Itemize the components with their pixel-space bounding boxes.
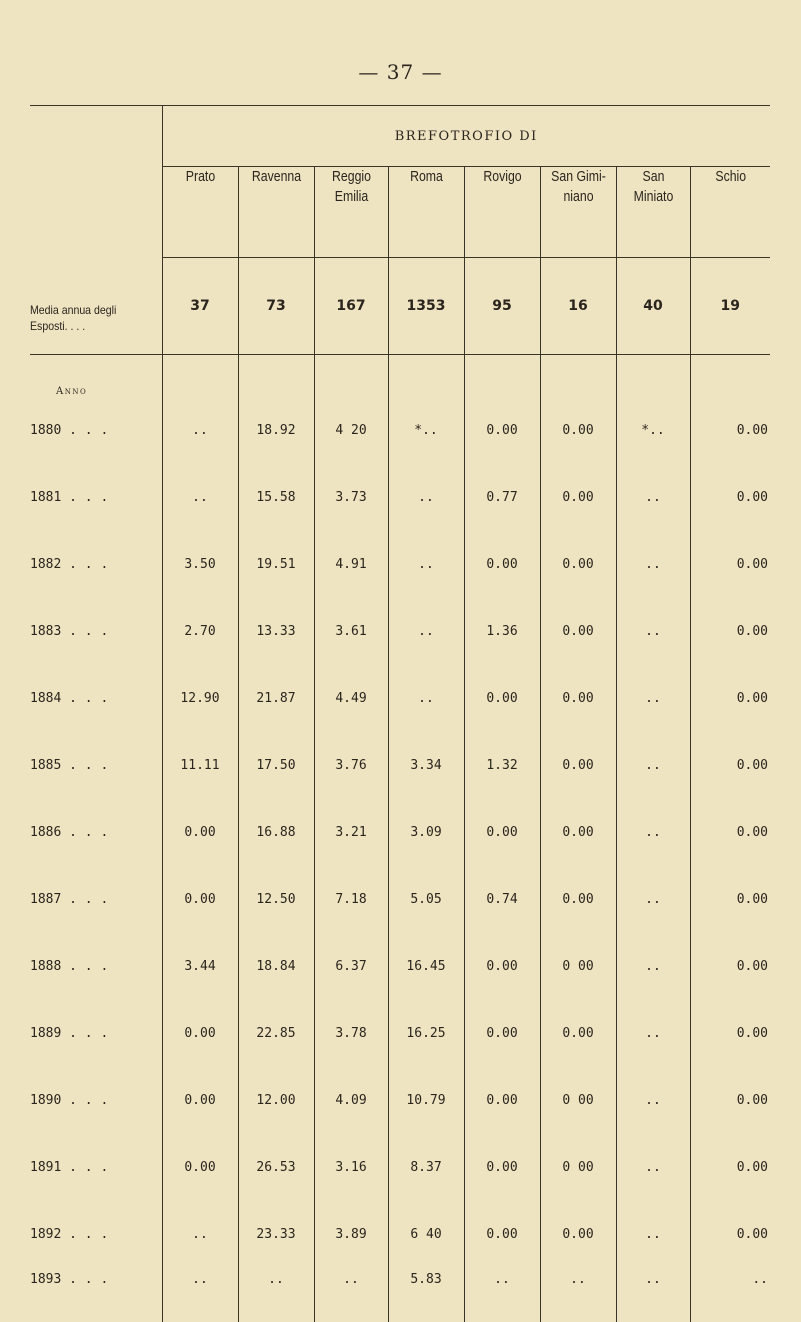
value-cell: .. bbox=[162, 464, 238, 531]
value-cell: .. bbox=[616, 665, 690, 732]
column-header-4 bbox=[464, 167, 540, 258]
value-cell: .. bbox=[162, 1268, 238, 1322]
value-cell: .. bbox=[388, 665, 464, 732]
year-cell: 1884 . . . bbox=[30, 691, 109, 706]
table-row bbox=[30, 598, 770, 665]
value-cell: 0.00 bbox=[540, 799, 616, 866]
value-cell: .. bbox=[388, 598, 464, 665]
value-cell: 3.78 bbox=[314, 1000, 388, 1067]
value-cell: 0.00 bbox=[464, 933, 540, 1000]
esposti-value: 16 bbox=[540, 258, 616, 355]
value-cell: 0.00 bbox=[540, 598, 616, 665]
column-header-label: Schio bbox=[714, 168, 746, 185]
year-cell: 1885 . . . bbox=[30, 758, 109, 773]
value-cell: 1.32 bbox=[464, 732, 540, 799]
value-cell: *.. bbox=[388, 397, 464, 464]
column-header-label: Ravenna bbox=[251, 168, 301, 185]
value-cell: 13.33 bbox=[238, 598, 314, 665]
value-cell: 11.11 bbox=[162, 732, 238, 799]
column-header-3 bbox=[388, 167, 464, 258]
column-header-label: Prato bbox=[185, 168, 215, 185]
value-cell: 3.50 bbox=[162, 531, 238, 598]
value-cell: 22.85 bbox=[238, 1000, 314, 1067]
value-cell: .. bbox=[616, 1134, 690, 1201]
year-cell: 1891 . . . bbox=[30, 1160, 109, 1175]
table-row bbox=[30, 933, 770, 1000]
value-cell: 3.09 bbox=[388, 799, 464, 866]
anno-header-row bbox=[30, 355, 770, 398]
value-cell: .. bbox=[616, 598, 690, 665]
table-row bbox=[30, 531, 770, 598]
value-cell: 0.00 bbox=[464, 397, 540, 464]
value-cell: 0.00 bbox=[690, 1067, 770, 1134]
anno-label: Anno bbox=[56, 386, 88, 397]
value-cell: 12.50 bbox=[238, 866, 314, 933]
value-cell: 0.00 bbox=[464, 1000, 540, 1067]
esposti-value: 73 bbox=[238, 258, 314, 355]
value-cell: 0.00 bbox=[162, 799, 238, 866]
value-cell: 26.53 bbox=[238, 1134, 314, 1201]
column-header-label: Reggio Emilia bbox=[331, 168, 371, 206]
value-cell: .. bbox=[540, 1268, 616, 1322]
value-cell: 0.00 bbox=[162, 1000, 238, 1067]
column-header-1 bbox=[238, 167, 314, 258]
value-cell: .. bbox=[616, 1201, 690, 1268]
value-cell: .. bbox=[690, 1268, 770, 1322]
year-cell: 1880 . . . bbox=[30, 423, 109, 438]
value-cell: 6 40 bbox=[388, 1201, 464, 1268]
table-row bbox=[30, 1134, 770, 1201]
value-cell: .. bbox=[388, 464, 464, 531]
value-cell: 0.00 bbox=[690, 799, 770, 866]
value-cell: .. bbox=[162, 397, 238, 464]
value-cell: 12.00 bbox=[238, 1067, 314, 1134]
value-cell: 0.00 bbox=[690, 397, 770, 464]
value-cell: 6.37 bbox=[314, 933, 388, 1000]
value-cell: *.. bbox=[616, 397, 690, 464]
value-cell: 0.00 bbox=[464, 665, 540, 732]
value-cell: 4.91 bbox=[314, 531, 388, 598]
value-cell: .. bbox=[616, 1067, 690, 1134]
year-cell: 1882 . . . bbox=[30, 557, 109, 572]
value-cell: .. bbox=[616, 1268, 690, 1322]
esposti-value: 95 bbox=[464, 258, 540, 355]
value-cell: .. bbox=[162, 1201, 238, 1268]
value-cell: .. bbox=[616, 866, 690, 933]
value-cell: .. bbox=[464, 1268, 540, 1322]
value-cell: 17.50 bbox=[238, 732, 314, 799]
page-number: — 37 — bbox=[358, 60, 443, 84]
value-cell: 0.00 bbox=[540, 531, 616, 598]
table-row bbox=[30, 1067, 770, 1134]
value-cell: 0.00 bbox=[690, 933, 770, 1000]
year-cell: 1887 . . . bbox=[30, 892, 109, 907]
value-cell: 0 00 bbox=[540, 1134, 616, 1201]
value-cell: 0.00 bbox=[540, 732, 616, 799]
value-cell: 0.00 bbox=[540, 1000, 616, 1067]
value-cell: 0.00 bbox=[162, 866, 238, 933]
value-cell: 3.61 bbox=[314, 598, 388, 665]
value-cell: .. bbox=[314, 1268, 388, 1322]
value-cell: 8.37 bbox=[388, 1134, 464, 1201]
value-cell: 15.58 bbox=[238, 464, 314, 531]
year-cell: 1886 . . . bbox=[30, 825, 109, 840]
table-row bbox=[30, 1201, 770, 1268]
value-cell: .. bbox=[616, 732, 690, 799]
value-cell: 3.21 bbox=[314, 799, 388, 866]
column-header-2 bbox=[314, 167, 388, 258]
value-cell: 0.00 bbox=[690, 732, 770, 799]
esposti-label bbox=[30, 106, 146, 355]
value-cell: 3.89 bbox=[314, 1201, 388, 1268]
value-cell: 18.84 bbox=[238, 933, 314, 1000]
table-row bbox=[30, 732, 770, 799]
year-cell: 1883 . . . bbox=[30, 624, 109, 639]
table-title: BREFOTROFIO DI bbox=[162, 106, 770, 167]
column-header-label: Rovigo bbox=[482, 168, 522, 185]
value-cell: 3.44 bbox=[162, 933, 238, 1000]
value-cell: .. bbox=[616, 933, 690, 1000]
column-header-6 bbox=[616, 167, 690, 258]
value-cell: .. bbox=[238, 1268, 314, 1322]
value-cell: 7.18 bbox=[314, 866, 388, 933]
column-header-0 bbox=[162, 167, 238, 258]
value-cell: 4.49 bbox=[314, 665, 388, 732]
value-cell: 0.00 bbox=[464, 1067, 540, 1134]
table-row bbox=[30, 866, 770, 933]
value-cell: 5.05 bbox=[388, 866, 464, 933]
value-cell: 0.74 bbox=[464, 866, 540, 933]
brefotrofio-table bbox=[30, 105, 770, 1322]
value-cell: 0.00 bbox=[540, 1201, 616, 1268]
value-cell: 0.00 bbox=[540, 464, 616, 531]
value-cell: 3.76 bbox=[314, 732, 388, 799]
value-cell: .. bbox=[388, 531, 464, 598]
value-cell: .. bbox=[616, 531, 690, 598]
value-cell: 4.09 bbox=[314, 1067, 388, 1134]
value-cell: 16.25 bbox=[388, 1000, 464, 1067]
table-row bbox=[30, 665, 770, 732]
column-header-label: San Gimi- niano bbox=[550, 168, 606, 206]
value-cell: 0.00 bbox=[690, 598, 770, 665]
value-cell: 0.00 bbox=[540, 397, 616, 464]
esposti-label-text: Media annua degli Esposti. . . . bbox=[30, 302, 117, 333]
value-cell: 16.88 bbox=[238, 799, 314, 866]
value-cell: .. bbox=[616, 1000, 690, 1067]
value-cell: 23.33 bbox=[238, 1201, 314, 1268]
column-header-label: San Miniato bbox=[633, 168, 673, 206]
value-cell: 0.00 bbox=[464, 1201, 540, 1268]
column-header-label: Roma bbox=[409, 168, 443, 185]
year-cell: 1881 . . . bbox=[30, 490, 109, 505]
value-cell: 0.00 bbox=[690, 464, 770, 531]
value-cell: 0.00 bbox=[540, 866, 616, 933]
value-cell: 0.00 bbox=[690, 1134, 770, 1201]
value-cell: 0.00 bbox=[464, 799, 540, 866]
value-cell: 2.70 bbox=[162, 598, 238, 665]
value-cell: 18.92 bbox=[238, 397, 314, 464]
value-cell: 19.51 bbox=[238, 531, 314, 598]
value-cell: 0.00 bbox=[690, 665, 770, 732]
value-cell: 3.34 bbox=[388, 732, 464, 799]
value-cell: 0.00 bbox=[690, 1000, 770, 1067]
esposti-value: 167 bbox=[314, 258, 388, 355]
value-cell: 0 00 bbox=[540, 1067, 616, 1134]
value-cell: 4 20 bbox=[314, 397, 388, 464]
column-header-7 bbox=[690, 167, 770, 258]
value-cell: 0.00 bbox=[690, 531, 770, 598]
value-cell: 3.16 bbox=[314, 1134, 388, 1201]
value-cell: 0.00 bbox=[464, 531, 540, 598]
esposti-value: 1353 bbox=[388, 258, 464, 355]
value-cell: 0 00 bbox=[540, 933, 616, 1000]
table-row bbox=[30, 464, 770, 531]
column-header-5 bbox=[540, 167, 616, 258]
table-row bbox=[30, 799, 770, 866]
table-row bbox=[30, 397, 770, 464]
table-row bbox=[30, 1000, 770, 1067]
value-cell: 10.79 bbox=[388, 1067, 464, 1134]
value-cell: 5.83 bbox=[388, 1268, 464, 1322]
esposti-value: 40 bbox=[616, 258, 690, 355]
year-cell: 1892 . . . bbox=[30, 1227, 109, 1242]
year-cell: 1893 . . . bbox=[30, 1272, 109, 1287]
value-cell: 0.00 bbox=[540, 665, 616, 732]
year-cell: 1889 . . . bbox=[30, 1026, 109, 1041]
year-cell: 1888 . . . bbox=[30, 959, 109, 974]
esposti-value: 37 bbox=[162, 258, 238, 355]
value-cell: 0.00 bbox=[464, 1134, 540, 1201]
value-cell: 0.00 bbox=[162, 1067, 238, 1134]
value-cell: .. bbox=[616, 464, 690, 531]
value-cell: 0.00 bbox=[690, 1201, 770, 1268]
table-row bbox=[30, 1268, 770, 1322]
value-cell: 1.36 bbox=[464, 598, 540, 665]
value-cell: 0.77 bbox=[464, 464, 540, 531]
value-cell: 0.00 bbox=[162, 1134, 238, 1201]
value-cell: .. bbox=[616, 799, 690, 866]
year-cell: 1890 . . . bbox=[30, 1093, 109, 1108]
value-cell: 0.00 bbox=[690, 866, 770, 933]
value-cell: 12.90 bbox=[162, 665, 238, 732]
value-cell: 16.45 bbox=[388, 933, 464, 1000]
value-cell: 3.73 bbox=[314, 464, 388, 531]
value-cell: 21.87 bbox=[238, 665, 314, 732]
esposti-value: 19 bbox=[690, 258, 770, 355]
